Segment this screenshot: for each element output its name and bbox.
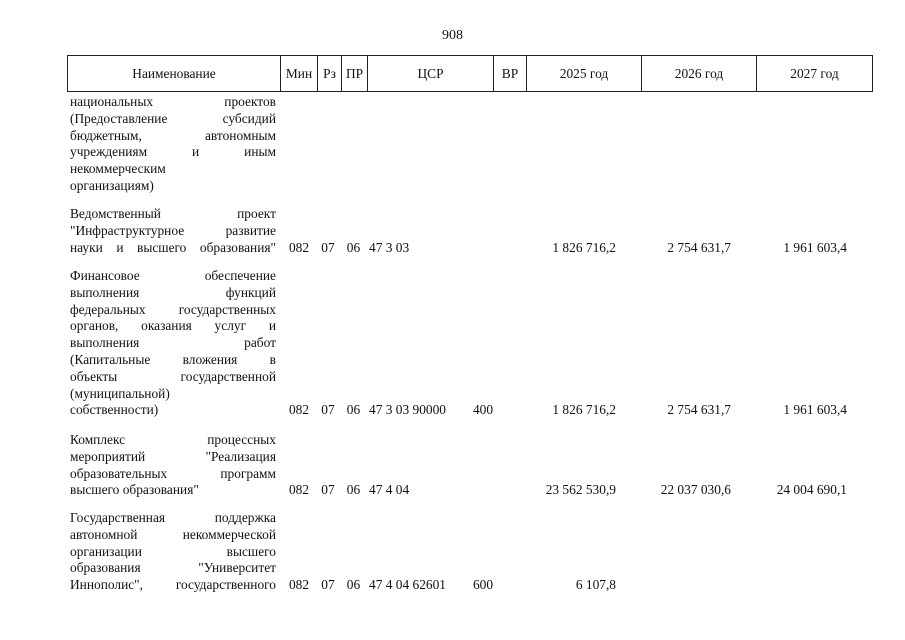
header-2025: 2025 год: [527, 56, 642, 92]
row-2027: 1 961 603,4: [783, 239, 847, 255]
row-vr: 600: [472, 577, 494, 593]
row-rz: 07: [321, 577, 335, 593]
row-2026: 2 754 631,7: [667, 239, 731, 255]
header-2026: 2026 год: [642, 56, 757, 92]
row-rz: 07: [321, 402, 335, 418]
row-min: 082: [288, 577, 310, 593]
header-min: Мин: [281, 56, 318, 92]
row-2025: 6 107,8: [575, 577, 616, 593]
row-pr: 06: [346, 239, 361, 255]
row-min: 082: [288, 482, 310, 498]
row-2025: 23 562 530,9: [545, 482, 616, 498]
row-2027: 24 004 690,1: [776, 482, 847, 498]
row-csr: 47 4 04 62601: [369, 577, 446, 593]
row-2026: 2 754 631,7: [667, 402, 731, 418]
row-pr: 06: [346, 482, 361, 498]
header-2027: 2027 год: [757, 56, 873, 92]
header-pr: ПР: [342, 56, 368, 92]
row-csr: 47 3 03: [369, 239, 410, 255]
row-rz: 07: [321, 482, 335, 498]
header-rz: Рз: [318, 56, 342, 92]
row-csr: 47 4 04: [369, 482, 410, 498]
table-header: [67, 55, 873, 92]
row-min: 082: [288, 402, 310, 418]
row-name: Ведомственный проект "Инфраструктурное развитие науки и высшего образования": [70, 206, 276, 255]
row-name: Финансовое обеспечение выполнения функций федеральных государственных органов, оказания услуг и выполнения работ (Капитальные вложения в объекты государственной (муниципальной) собственности): [70, 268, 276, 418]
row-name: Комплекс процессных мероприятий "Реализация образовательных программ высшего образования": [70, 432, 276, 498]
header-vr: ВР: [494, 56, 527, 92]
row-rz: 07: [321, 239, 335, 255]
row-2025: 1 826 716,2: [552, 239, 616, 255]
row-name: национальных проектов (Предоставление субсидий бюджетным, автономным учреждениям и иным некоммерческим организациям): [70, 94, 276, 193]
row-pr: 06: [346, 402, 361, 418]
row-min: 082: [288, 239, 310, 255]
row-name: Государственная поддержка автономной некоммерческой организации высшего образования "Университет Иннополис", государственного: [70, 510, 276, 593]
row-2027: 1 961 603,4: [783, 402, 847, 418]
row-vr: 400: [472, 402, 494, 418]
header-name: Наименование: [68, 56, 281, 92]
page-number: 908: [442, 28, 463, 43]
row-csr: 47 3 03 90000: [369, 402, 446, 418]
header-csr: ЦСР: [368, 56, 494, 92]
row-2025: 1 826 716,2: [552, 402, 616, 418]
row-2026: 22 037 030,6: [660, 482, 731, 498]
row-pr: 06: [346, 577, 361, 593]
